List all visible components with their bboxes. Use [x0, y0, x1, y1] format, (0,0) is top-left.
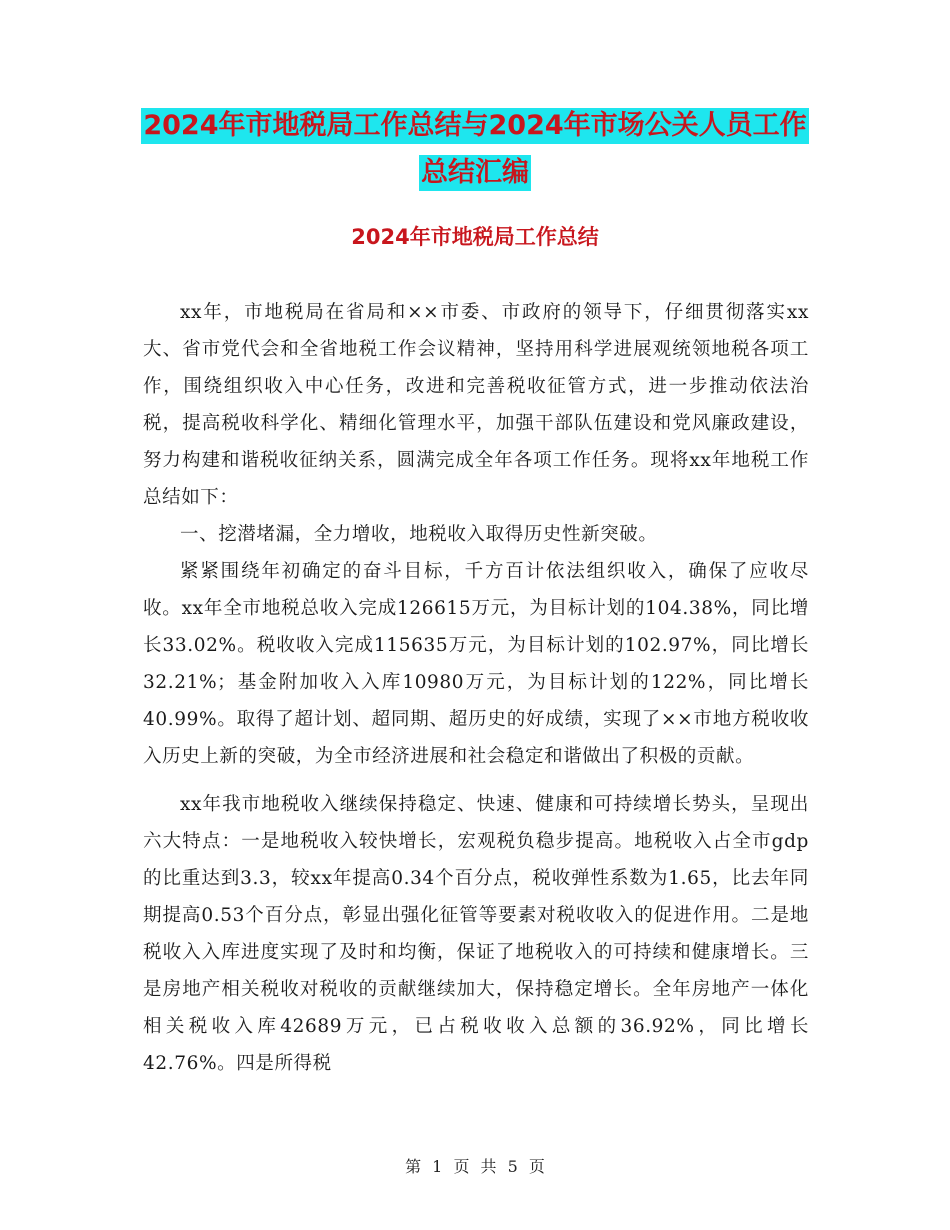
paragraph-section-one-heading: 一、挖潜堵漏，全力增收，地税收入取得历史性新突破。 [180, 524, 658, 545]
paragraph-revenue: 紧紧围绕年初确定的奋斗目标，千方百计依法组织收入，确保了应收尽收。xx年全市地税总收入完成126615万元，为目标计划的104.38%，同比增长33.02%。税收收入完成115635万元，为目标计划的102.97%，同比增长32.21%；基金附加收入入库10980万元，为目标计划的122%，同比增长40.99%。取得了超计划、超同期、超历史的好成绩，实现了××市地方税收收入历史上新的突破，为全市经济进展和社会稳定和谐做出了积极的贡献。 [143, 561, 809, 767]
paragraph-features: xx年我市地税收入继续保持稳定、快速、健康和可持续增长势头，呈现出六大特点：一是地税收入较快增长，宏观税负稳步提高。地税收入占全市gdp的比重达到3.3，较xx年提高0.34个百分点，税收弹性系数为1.65，比去年同期提高0.53个百分点，彰显出强化征管等要素对税收收入的促进作用。二是地税收入入库进度实现了及时和均衡，保证了地税收入的可持续和健康增长。三是房地产相关税收对税收的贡献继续加大，保持稳定增长。全年房地产一体化相关税收入库42689万元，已占税收收入总额的36.92%，同比增长42.76%。四是所得税 [143, 794, 809, 1074]
paragraph-intro: xx年，市地税局在省局和××市委、市政府的领导下，仔细贯彻落实xx大、省市党代会和全省地税工作会议精神，坚持用科学进展观统领地税各项工作，围绕组织收入中心任务，改进和完善税收征管方式，进一步推动依法治税，提高税收科学化、精细化管理水平，加强干部队伍建设和党风廉政建设，努力构建和谐税收征纳关系，圆满完成全年各项工作任务。现将xx年地税工作总结如下： [143, 302, 809, 508]
page-footer: 第 1 页 共 5 页 [405, 1157, 545, 1176]
title-line-1: 2024年市地税局工作总结与2024年市场公关人员工作 [141, 108, 808, 144]
document-title [0, 108, 950, 191]
document-body [143, 294, 809, 1082]
section-heading: 2024年市地税局工作总结 [351, 225, 599, 249]
title-line-2: 总结汇编 [419, 155, 531, 191]
